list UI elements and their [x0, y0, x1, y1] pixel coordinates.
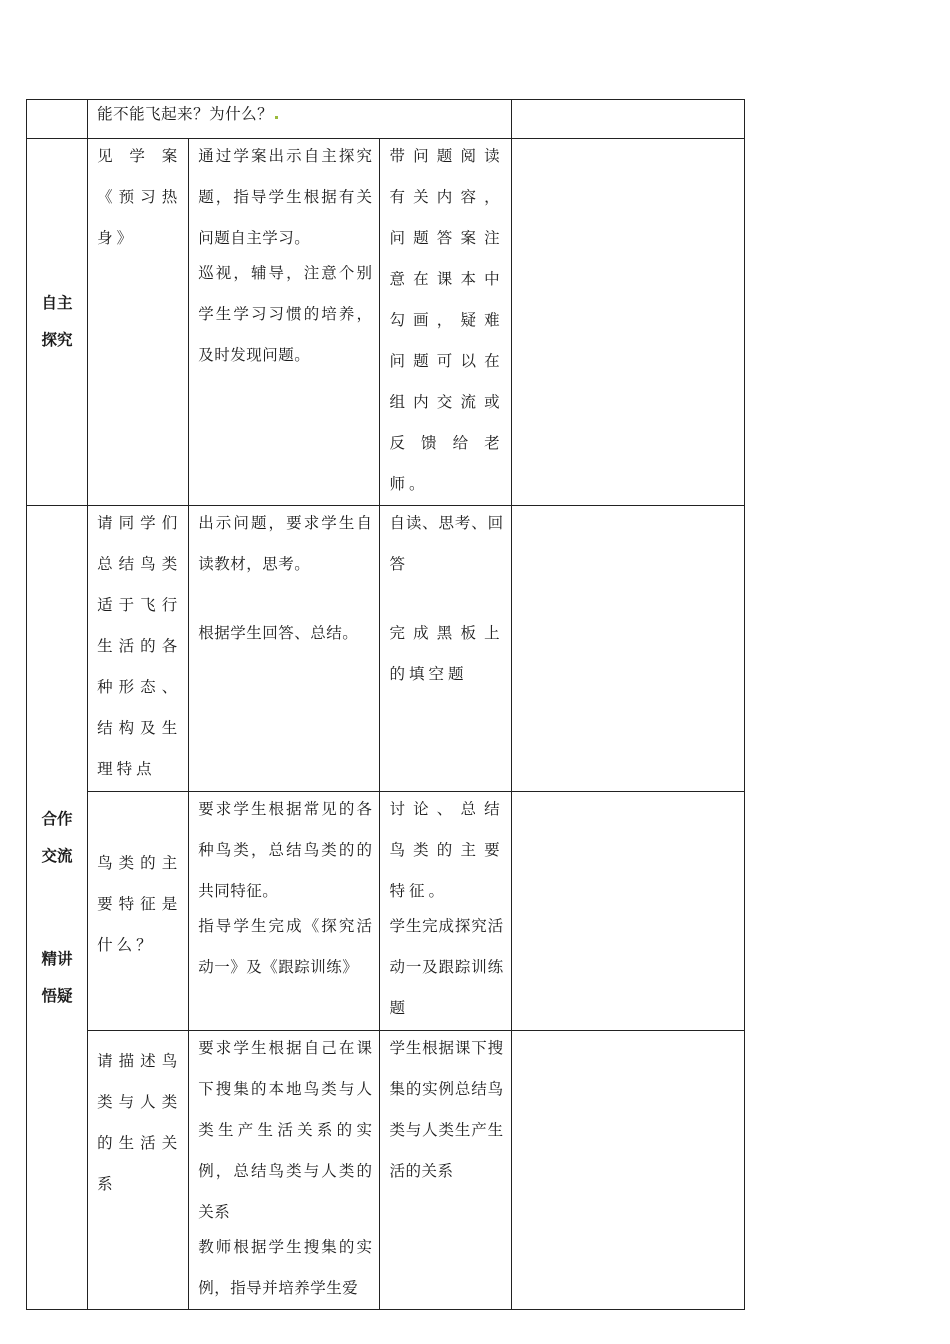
teacher-cell-birds-flight [189, 506, 380, 792]
content-cell-birds-humans [88, 1031, 189, 1310]
stage-spacer [27, 875, 87, 941]
content-cell-self-study [88, 139, 189, 506]
student-text: 自读、思考、回答 [389, 514, 504, 573]
stage-cell-cooperation [27, 506, 88, 1310]
table-row-intro [27, 100, 745, 139]
student-text: 带问题阅读有关内容，问题答案注意在课本中勾画，疑难问题可以在组内交流或反馈给老师。 [389, 147, 504, 493]
notes-cell-bird-features [511, 792, 744, 1031]
teacher-text: 根据学生回答、总结。 [198, 624, 359, 642]
notes-cell-intro [511, 100, 744, 139]
teacher-cell-self-study [189, 139, 380, 506]
teacher-text: 教师根据学生搜集的实例，指导并培养学生爱 [198, 1238, 373, 1297]
teacher-text: 要求学生根据常见的各种鸟类，总结鸟类的的共同特征。 [198, 800, 373, 900]
lesson-plan-table [26, 99, 745, 1310]
content-text: 见学案《预习热身》 [97, 147, 182, 247]
stage-label: 悟疑 [41, 986, 73, 1005]
intro-text: 能不能飞起来？为什么？ [97, 105, 274, 123]
student-text: 学生根据课下搜集的实例总结鸟类与人类生产生活的关系 [389, 1039, 504, 1180]
teacher-text: 通过学案出示自主探究题，指导学生根据有关问题自主学习。 [198, 147, 373, 247]
content-text: 鸟类的主要特征是什么？ [97, 854, 182, 954]
teacher-cell-bird-features [189, 792, 380, 1031]
table-row-birds-humans [27, 1031, 745, 1310]
teacher-text: 指导学生完成《探究活动一》及《跟踪训练》 [198, 917, 373, 976]
table-row-self-study [27, 139, 745, 506]
teacher-text: 出示问题，要求学生自读教材，思考。 [198, 514, 373, 573]
student-text: 学生完成探究活动一及跟踪训练题 [389, 917, 504, 1017]
stage-label: 探究 [41, 331, 73, 349]
student-text: 讨论、总结鸟类的主要特征。 [389, 800, 504, 900]
content-text: 请描述鸟类与人类的生活关系 [97, 1052, 182, 1193]
stage-label: 自主 [41, 294, 73, 312]
teacher-text: 巡视，辅导，注意个别学生学习习惯的培养，及时发现问题。 [198, 264, 373, 364]
student-cell-birds-flight [380, 506, 511, 792]
table-row-birds-flight [27, 506, 745, 792]
content-cell-birds-flight [88, 506, 189, 792]
stage-cell-self-study [27, 139, 88, 506]
table-row-bird-features [27, 792, 745, 1031]
stage-cell-empty [27, 100, 88, 139]
content-cell-bird-features [88, 792, 189, 1031]
student-cell-birds-humans [380, 1031, 511, 1310]
stage-label: 交流 [41, 846, 73, 865]
student-cell-self-study [380, 139, 511, 506]
notes-cell-birds-humans [511, 1031, 744, 1310]
marker-dot [275, 116, 278, 119]
content-text: 请同学们总结鸟类适于飞行生活的各种形态、结构及生理特点 [97, 514, 182, 778]
notes-cell-self-study [511, 139, 744, 506]
student-text: 完成黑板上的填空题 [389, 624, 504, 683]
teacher-text: 要求学生根据自己在课下搜集的本地鸟类与人类生产生活关系的实例，总结鸟类与人类的关系 [198, 1039, 373, 1221]
content-cell-intro [88, 100, 512, 139]
student-cell-bird-features [380, 792, 511, 1031]
stage-label: 合作 [41, 809, 73, 828]
stage-label: 精讲 [41, 949, 73, 968]
teacher-cell-birds-humans [189, 1031, 380, 1310]
notes-cell-birds-flight [511, 506, 744, 792]
